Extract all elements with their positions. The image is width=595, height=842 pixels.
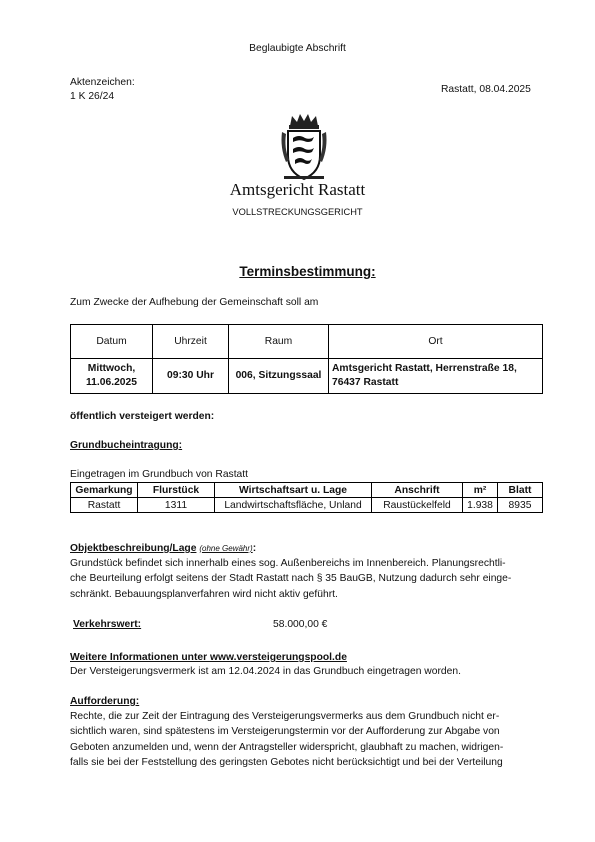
cell-flurstueck: 1311 <box>138 498 215 513</box>
objekt-line: schränkt. Bebauungsplanverfahren wird nicht aktiv geführt. <box>70 588 338 600</box>
versteigert-text: öffentlich versteigert werden: <box>70 411 215 422</box>
intro-text: Zum Zwecke der Aufhebung der Gemeinschaft soll am <box>70 297 319 308</box>
grundbuch-table <box>70 482 543 513</box>
info-heading: Weitere Informationen unter www.versteigerungspool.de <box>70 652 347 663</box>
objekt-note: (ohne Gewähr) <box>199 544 253 553</box>
header-uhrzeit: Uhrzeit <box>153 325 229 359</box>
verkehrswert-label: Verkehrswert: <box>73 619 142 630</box>
verkehrswert-value: 58.000,00 € <box>273 619 328 630</box>
grundbuch-text: Eingetragen im Grundbuch von Rastatt <box>70 469 249 480</box>
aufforderung-text <box>70 709 550 770</box>
cell-blatt: 8935 <box>498 498 543 513</box>
grundbuch-heading: Grundbucheintragung: <box>70 440 183 451</box>
termin-table <box>70 324 543 394</box>
objekt-colon: : <box>252 543 257 554</box>
cell-ort <box>329 359 543 394</box>
table-header-row <box>71 325 543 359</box>
aufforderung-heading: Aufforderung: <box>70 696 140 707</box>
aufforderung-line: falls sie bei der Feststellung des geringsten Gebotes nicht berücksichtigt und bei der Verteilung <box>70 756 503 768</box>
objekt-line: Grundstück befindet sich innerhalb eines sog. Außenbereichs im Innenbereich. Planungsrechtli- <box>70 558 506 569</box>
objekt-description <box>70 556 550 602</box>
table-row <box>71 359 543 394</box>
coat-of-arms-icon <box>278 112 330 182</box>
objekt-line: che Beurteilung erfolgt seitens der Stadt Rastatt nach § 35 BauGB, Nutzung dadurch sehr einge- <box>70 573 512 585</box>
objekt-heading: Objektbeschreibung/Lage <box>70 543 197 554</box>
datum-date: 11.06.2025 <box>86 377 137 388</box>
cell-datum <box>71 359 153 394</box>
header-blatt: Blatt <box>498 483 543 498</box>
datum-weekday: Mittwoch, <box>87 363 136 375</box>
cell-wirtschaftsart: Landwirtschaftsfläche, Unland <box>215 498 372 513</box>
header-gemarkung: Gemarkung <box>71 483 138 498</box>
aufforderung-line: Rechte, die zur Zeit der Eintragung des Versteigerungsvermerks aus dem Grundbuch nicht er- <box>70 711 500 722</box>
aufforderung-line: sichtlich waren, sind spätestens im Versteigerungstermin vor der Aufforderung zur Abgabe von <box>70 726 500 738</box>
table-row <box>71 498 543 513</box>
header-wirtschaftsart: Wirtschaftsart u. Lage <box>215 483 372 498</box>
header-flurstueck: Flurstück <box>138 483 215 498</box>
ort-line-2: 76437 Rastatt <box>332 377 399 388</box>
document-title: Beglaubigte Abschrift <box>249 43 346 54</box>
cell-gemarkung: Rastatt <box>71 498 138 513</box>
cell-flaeche: 1.938 <box>463 498 498 513</box>
aktenzeichen-label: Aktenzeichen: <box>70 77 135 88</box>
table-header-row <box>71 483 543 498</box>
cell-uhrzeit: 09:30 Uhr <box>153 359 229 394</box>
cell-anschrift: Raustückelfeld <box>372 498 463 513</box>
header-datum: Datum <box>71 325 153 359</box>
court-name: Amtsgericht Rastatt <box>229 180 366 199</box>
aufforderung-line: Geboten anzumelden und, wenn der Antragsteller widerspricht, glaubhaft zu machen, widrigen- <box>70 741 504 753</box>
aktenzeichen-value: 1 K 26/24 <box>70 91 115 102</box>
header-ort: Ort <box>329 325 543 359</box>
ort-line-1: Amtsgericht Rastatt, Herrenstraße 18, <box>332 363 517 375</box>
document-heading: Terminsbestimmung: <box>239 264 376 279</box>
header-raum: Raum <box>229 325 329 359</box>
header-flaeche: m² <box>463 483 498 498</box>
info-text: Der Versteigerungsvermerk ist am 12.04.2024 in das Grundbuch eingetragen worden. <box>70 666 461 677</box>
cell-raum: 006, Sitzungssaal <box>229 359 329 394</box>
header-anschrift: Anschrift <box>372 483 463 498</box>
place-date: Rastatt, 08.04.2025 <box>441 84 531 95</box>
objekt-heading-line <box>70 543 256 554</box>
court-division: VOLLSTRECKUNGSGERICHT <box>232 207 363 217</box>
